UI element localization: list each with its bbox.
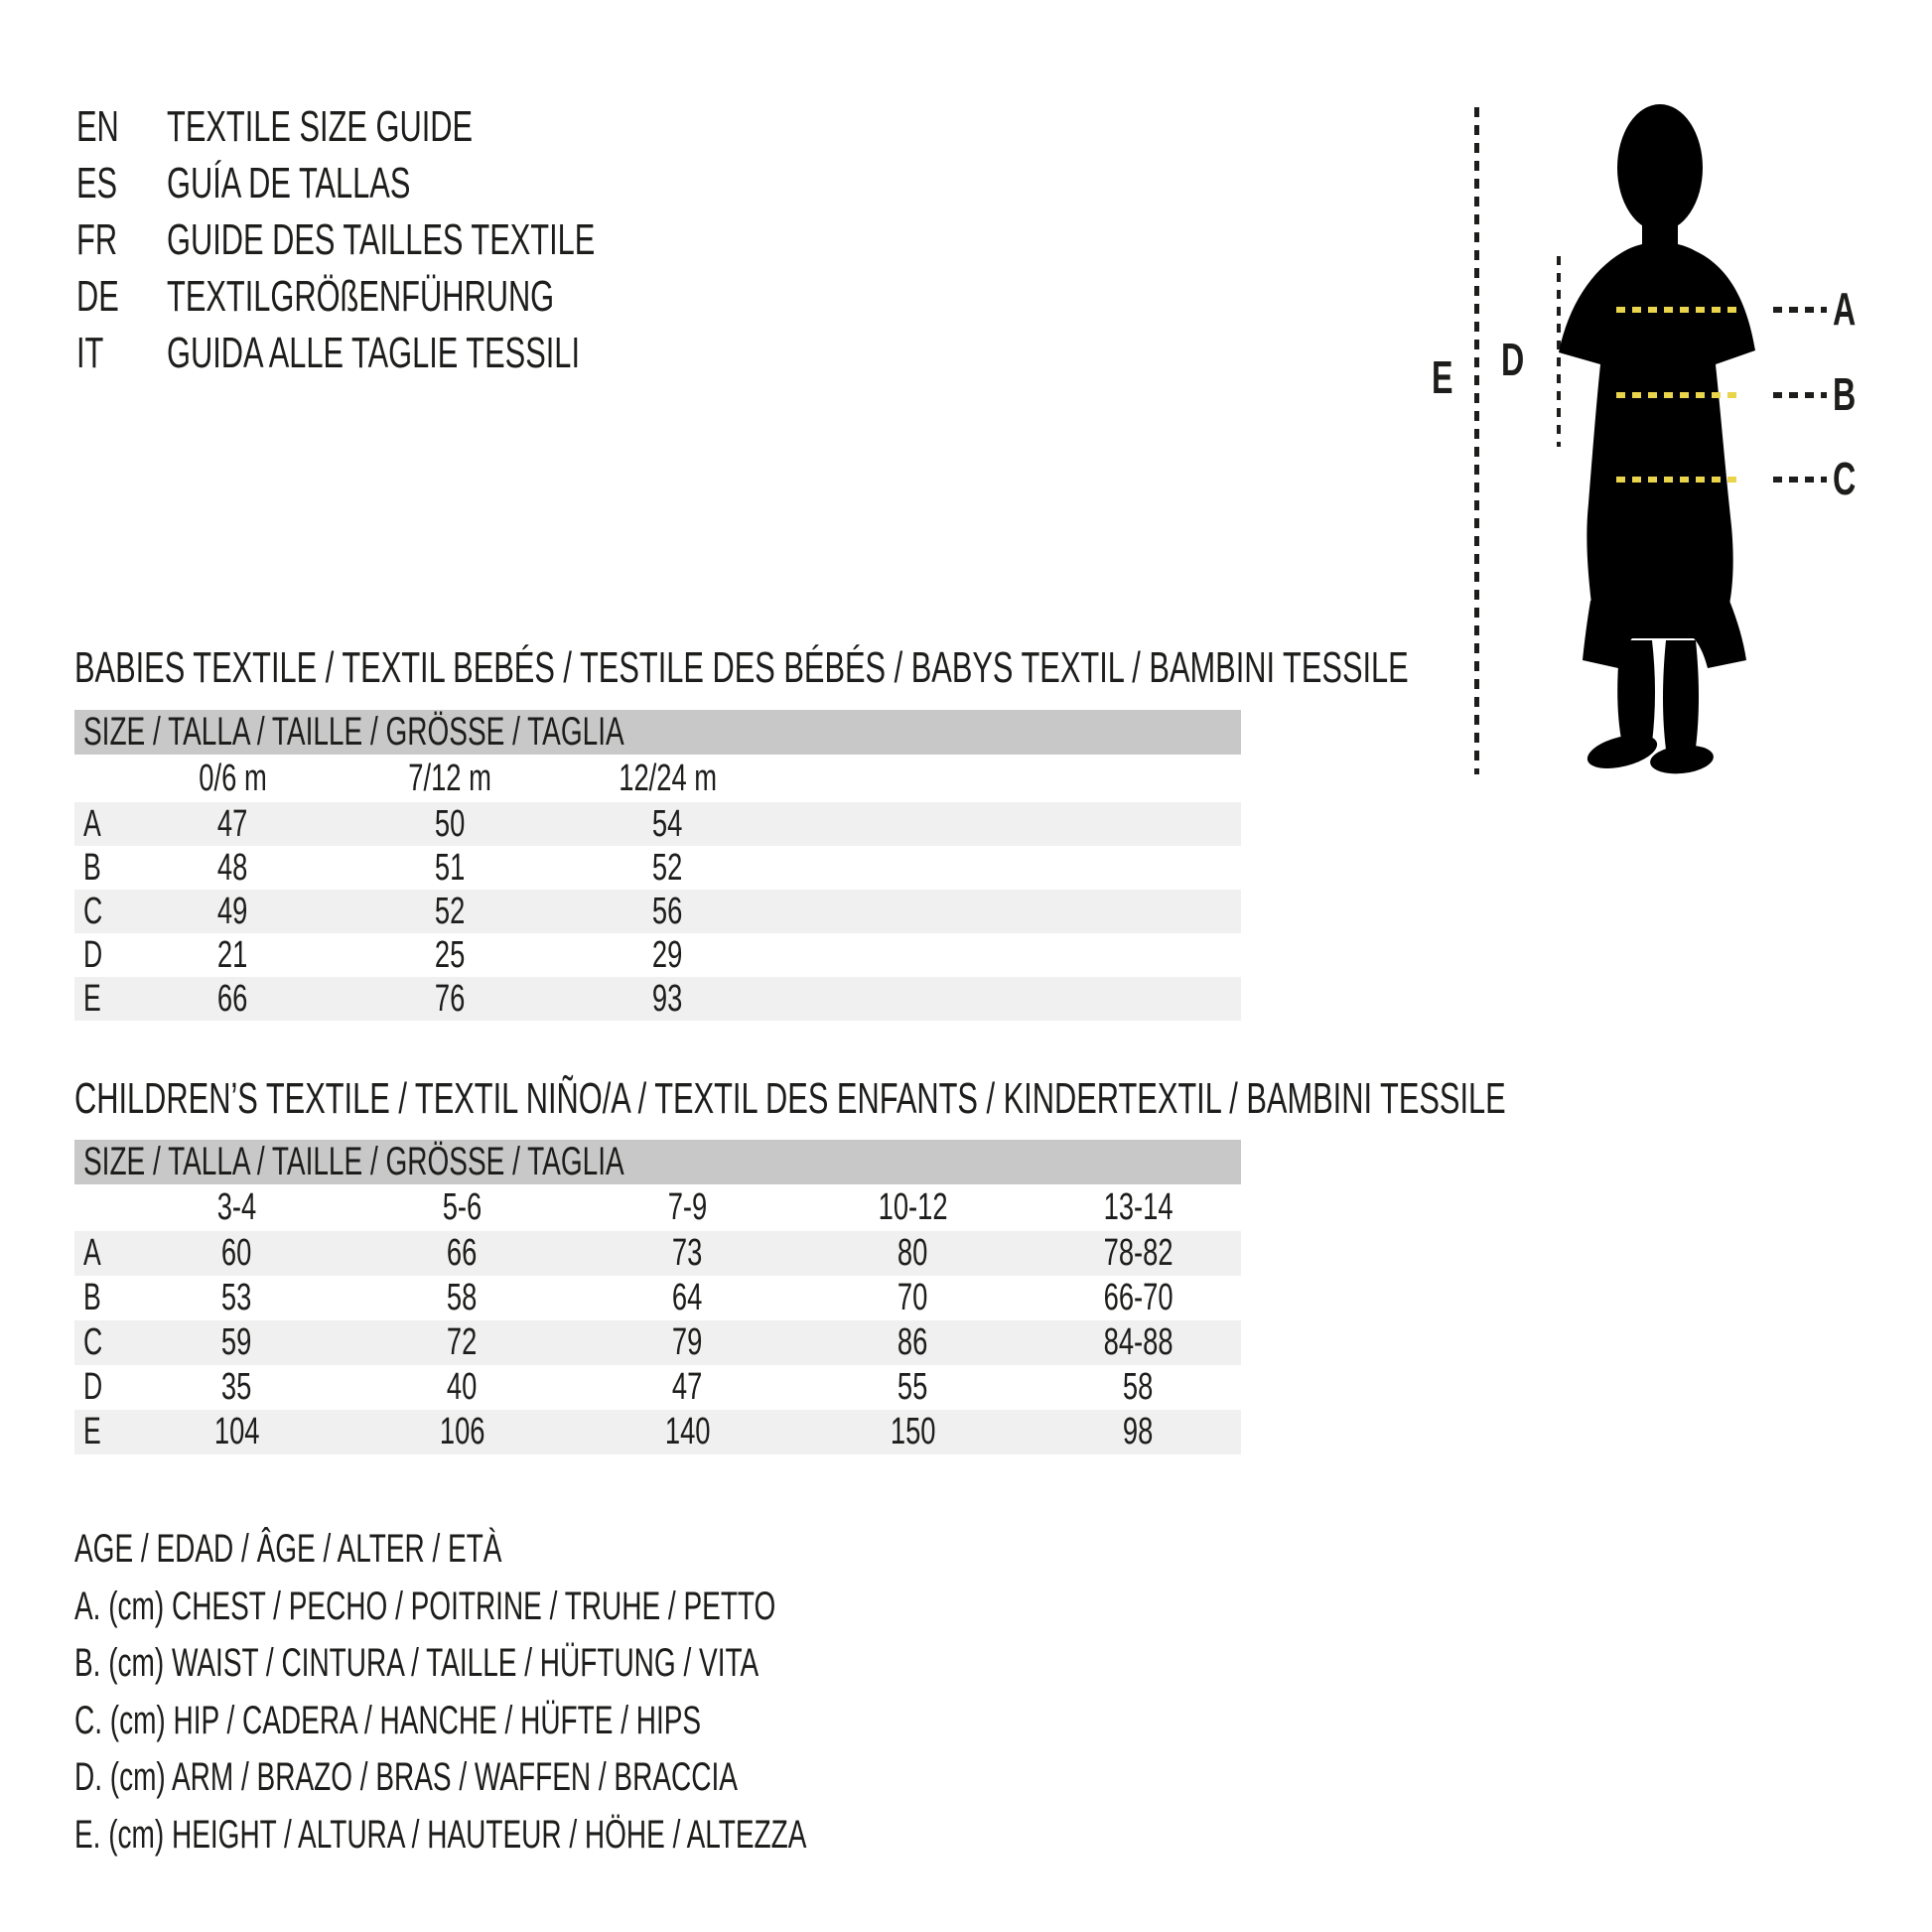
column-header: 0/6 m bbox=[199, 757, 267, 799]
table-cell: 66-70 bbox=[1103, 1277, 1173, 1318]
hip-measure-line-c-yellow bbox=[1616, 477, 1742, 483]
children-size-table bbox=[74, 1140, 1241, 1454]
row-label: E bbox=[83, 977, 101, 1020]
table-cell: 150 bbox=[890, 1411, 936, 1452]
legend-line-height: E. (cm) HEIGHT / ALTURA / HAUTEUR / HÖHE / ALTEZZA bbox=[74, 1812, 807, 1857]
guide-title-fr: GUIDE DES TAILLES TEXTILE bbox=[167, 214, 596, 264]
legend-line-age: AGE / EDAD / ÂGE / ALTER / ETÀ bbox=[74, 1527, 502, 1572]
table-cell: 21 bbox=[217, 933, 248, 976]
table-cell: 53 bbox=[221, 1277, 252, 1318]
table-cell: 86 bbox=[897, 1321, 928, 1363]
column-header: 5-6 bbox=[442, 1186, 483, 1228]
lang-row-de bbox=[76, 268, 778, 325]
table-cell: 98 bbox=[1123, 1411, 1154, 1452]
lang-row-es bbox=[76, 155, 778, 211]
table-cell: 47 bbox=[672, 1366, 703, 1408]
table-cell: 79 bbox=[672, 1321, 703, 1363]
table-cell: 54 bbox=[652, 802, 683, 845]
table-cell: 58 bbox=[1123, 1366, 1154, 1408]
babies-size-header-bar: SIZE / TALLA / TAILLE / GRÖSSE / TAGLIA bbox=[74, 710, 1241, 755]
lang-code: EN bbox=[76, 101, 119, 151]
table-cell: 140 bbox=[664, 1411, 711, 1452]
row-label: A bbox=[83, 1232, 101, 1274]
table-cell: 50 bbox=[435, 802, 466, 845]
silhouette-right-shoe bbox=[1649, 743, 1716, 777]
table-cell: 40 bbox=[447, 1366, 478, 1408]
table-cell: 106 bbox=[439, 1411, 485, 1452]
table-row bbox=[74, 1365, 1241, 1410]
lang-row-en bbox=[76, 98, 778, 155]
table-row bbox=[74, 890, 1241, 933]
table-cell: 55 bbox=[897, 1366, 928, 1408]
table-cell: 66 bbox=[217, 977, 248, 1020]
measure-label-c: C bbox=[1833, 453, 1857, 504]
measure-label-b: B bbox=[1833, 368, 1857, 420]
table-cell: 29 bbox=[652, 933, 683, 976]
lang-row-it bbox=[76, 325, 778, 381]
legend-line-waist: B. (cm) WAIST / CINTURA / TAILLE / HÜFTUNG / VITA bbox=[74, 1641, 759, 1686]
table-cell: 64 bbox=[672, 1277, 703, 1318]
table-cell: 78-82 bbox=[1103, 1232, 1173, 1274]
lang-code: FR bbox=[76, 214, 118, 264]
table-row bbox=[74, 1231, 1241, 1276]
column-header: 3-4 bbox=[216, 1186, 257, 1228]
row-label: A bbox=[83, 802, 101, 845]
guide-title-it: GUIDA ALLE TAGLIE TESSILI bbox=[167, 328, 580, 377]
column-header: 7-9 bbox=[667, 1186, 708, 1228]
table-cell: 58 bbox=[447, 1277, 478, 1318]
row-label: E bbox=[83, 1411, 101, 1452]
table-cell: 56 bbox=[652, 890, 683, 932]
column-header: 7/12 m bbox=[408, 757, 492, 799]
table-cell: 59 bbox=[221, 1321, 252, 1363]
table-cell: 49 bbox=[217, 890, 248, 932]
table-cell: 80 bbox=[897, 1232, 928, 1274]
row-label: C bbox=[83, 890, 103, 932]
table-cell: 52 bbox=[435, 890, 466, 932]
babies-column-header-row bbox=[74, 755, 1241, 802]
lang-code: IT bbox=[76, 328, 104, 377]
waist-measure-line-b bbox=[1773, 392, 1827, 398]
chest-measure-line-a bbox=[1773, 307, 1827, 313]
measure-label-e: E bbox=[1432, 351, 1453, 403]
table-cell: 48 bbox=[217, 846, 248, 889]
table-cell: 70 bbox=[897, 1277, 928, 1318]
table-cell: 47 bbox=[217, 802, 248, 845]
children-section-title: CHILDREN’S TEXTILE / TEXTIL NIÑO/A / TEXTIL DES ENFANTS / KINDERTEXTIL / BAMBINI TESSILE bbox=[74, 1074, 1506, 1123]
legend-line-hip: C. (cm) HIP / CADERA / HANCHE / HÜFTE / HIPS bbox=[74, 1698, 702, 1742]
babies-size-table bbox=[74, 710, 1241, 1021]
table-cell: 35 bbox=[221, 1366, 252, 1408]
table-cell: 66 bbox=[447, 1232, 478, 1274]
table-cell: 51 bbox=[435, 846, 466, 889]
table-cell: 84-88 bbox=[1103, 1321, 1173, 1363]
children-size-header-bar: SIZE / TALLA / TAILLE / GRÖSSE / TAGLIA bbox=[74, 1140, 1241, 1184]
hip-measure-line-c bbox=[1773, 477, 1827, 483]
table-cell: 25 bbox=[435, 933, 466, 976]
column-header: 10-12 bbox=[878, 1186, 948, 1228]
table-row bbox=[74, 846, 1241, 890]
chest-measure-line-a-yellow bbox=[1616, 307, 1742, 313]
babies-section-title: BABIES TEXTILE / TEXTIL BEBÉS / TESTILE DES BÉBÉS / BABYS TEXTIL / BAMBINI TESSILE bbox=[74, 643, 1409, 692]
table-row bbox=[74, 1320, 1241, 1365]
table-cell: 93 bbox=[652, 977, 683, 1020]
children-column-header-row bbox=[74, 1184, 1241, 1231]
measure-label-d: D bbox=[1501, 334, 1525, 385]
lang-code: ES bbox=[76, 158, 118, 207]
table-row bbox=[74, 1410, 1241, 1454]
table-row bbox=[74, 977, 1241, 1021]
silhouette-head bbox=[1617, 104, 1703, 231]
table-cell: 76 bbox=[435, 977, 466, 1020]
guide-title-de: TEXTILGRÖßENFÜHRUNG bbox=[167, 271, 555, 321]
silhouette-shirt bbox=[1559, 242, 1755, 613]
table-cell: 73 bbox=[672, 1232, 703, 1274]
lang-row-fr bbox=[76, 211, 778, 268]
measure-label-a: A bbox=[1833, 283, 1857, 335]
table-row bbox=[74, 933, 1241, 977]
guide-title-en: TEXTILE SIZE GUIDE bbox=[167, 101, 474, 151]
lang-code: DE bbox=[76, 271, 119, 321]
waist-measure-line-b-yellow bbox=[1616, 392, 1742, 398]
table-cell: 104 bbox=[213, 1411, 260, 1452]
table-cell: 72 bbox=[447, 1321, 478, 1363]
table-cell: 60 bbox=[221, 1232, 252, 1274]
legend-line-chest: A. (cm) CHEST / PECHO / POITRINE / TRUHE / PETTO bbox=[74, 1584, 776, 1628]
row-label: D bbox=[83, 933, 103, 976]
column-header: 12/24 m bbox=[619, 757, 717, 799]
table-cell: 52 bbox=[652, 846, 683, 889]
row-label: B bbox=[83, 1277, 101, 1318]
table-row bbox=[74, 802, 1241, 846]
legend-line-arm: D. (cm) ARM / BRAZO / BRAS / WAFFEN / BRACCIA bbox=[74, 1755, 738, 1800]
row-label: B bbox=[83, 846, 101, 889]
row-label: C bbox=[83, 1321, 103, 1363]
language-title-block bbox=[76, 98, 778, 381]
table-row bbox=[74, 1276, 1241, 1320]
column-header: 13-14 bbox=[1103, 1186, 1173, 1228]
row-label: D bbox=[83, 1366, 103, 1408]
guide-title-es: GUÍA DE TALLAS bbox=[167, 158, 411, 207]
measurement-legend bbox=[74, 1521, 1120, 1863]
